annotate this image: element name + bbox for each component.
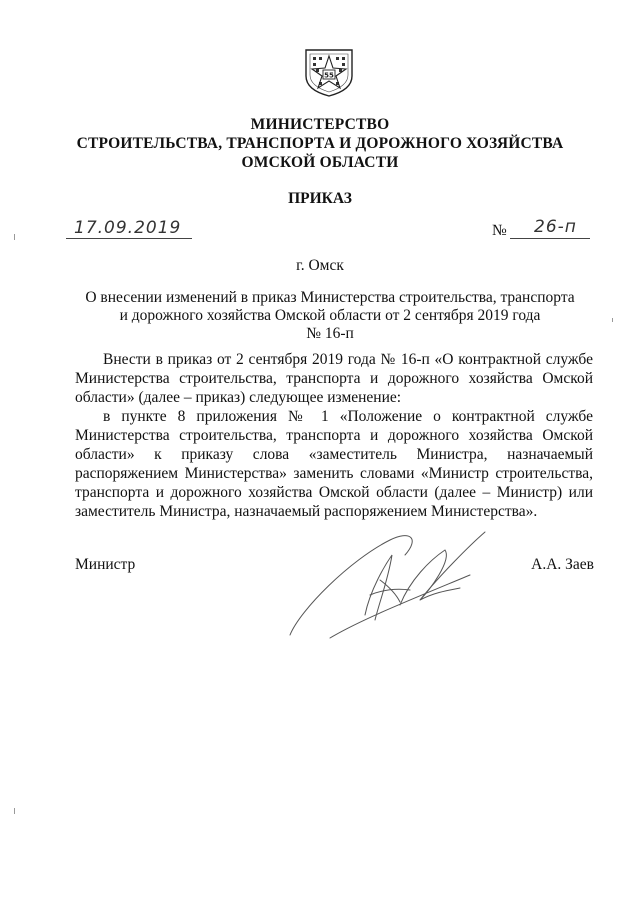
scan-mark [14,808,15,814]
subject-line1: О внесении изменений в приказ Министерства строительства, транспорта [85,289,575,306]
body-paragraph-2: в пункте 8 приложения № 1 «Положение о контрактной службе Министерства строительства, транспорта и дорожного хозяйства Омской области» к приказу слова «заместитель Министра, назначаемый распоряжением Министерства» заменить словами «Министр строительства, транспорта и дорожного хозяйства Омской области (далее – Министр) или заместитель Министра, назначаемый распоряжением Министерства». [75,408,593,520]
city: г. Омск [296,257,344,274]
handwritten-signature [270,520,500,650]
document-type: ПРИКАЗ [288,190,352,207]
number-sign: № [492,222,507,239]
ministry-title-line2: СТРОИТЕЛЬСТВА, ТРАНСПОРТА И ДОРОЖНОГО ХОЗЯЙСТВА [76,135,564,152]
coat-of-arms-icon [302,46,356,98]
signer-name: А.А. Заев [531,556,594,573]
scan-mark [14,234,15,240]
signer-title: Министр [75,556,136,573]
ministry-title-line3: ОМСКОЙ ОБЛАСТИ [241,154,399,171]
scan-mark [612,318,613,322]
subject-line3: № 16-п [306,325,354,342]
document-subject [60,289,600,343]
ministry-title-line1: МИНИСТЕРСТВО [250,116,390,133]
date-underline [66,238,192,239]
body-paragraph-1: Внести в приказ от 2 сентября 2019 года № 16-п «О контрактной службе Министерства строительства, транспорта и дорожного хозяйства Омской области» (далее – приказ) следующее изменение: [75,351,593,406]
emblem-badge: 55 [324,71,334,80]
number-underline [510,238,590,239]
document-date: 17.09.2019 [74,218,182,238]
document-number: 26-п [534,217,577,237]
subject-line2: и дорожного хозяйства Омской области от 2 сентября 2019 года [119,307,541,324]
document-body [75,350,593,521]
